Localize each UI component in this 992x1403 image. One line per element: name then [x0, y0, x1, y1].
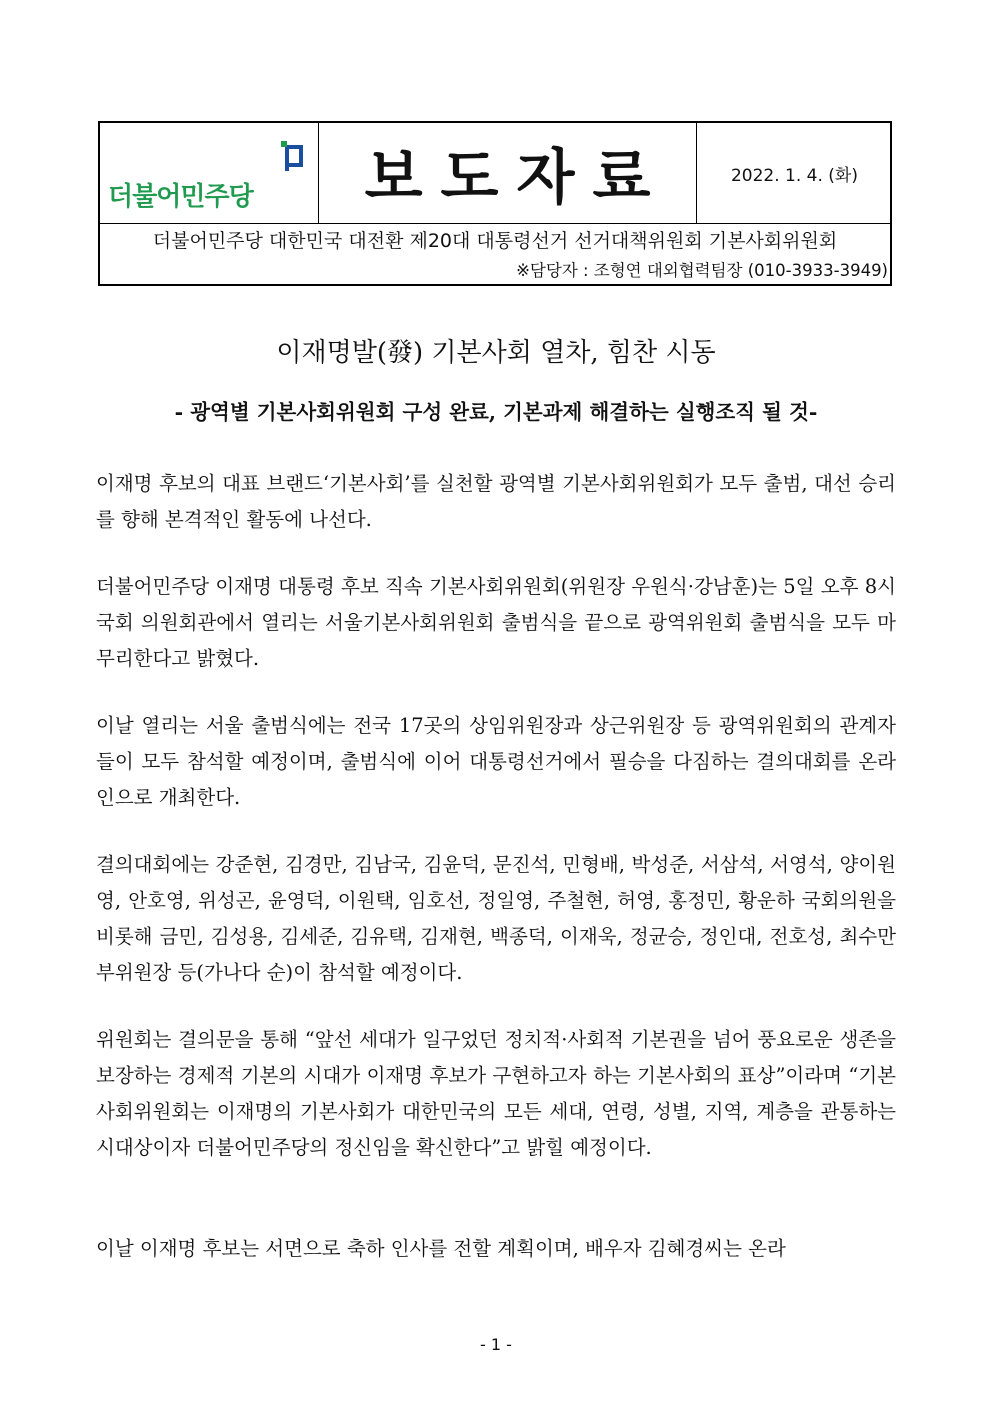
paragraph-3: 이날 열리는 서울 출범식에는 전국 17곳의 상임위원장과 상근위원장 등 광역위원회의 관계자들이 모두 참석할 예정이며, 출범식에 이어 대통령선거에서 필승을 다짐하는 결의대회를 온라인으로 개최한다.: [96, 714, 896, 809]
logo-cell: [100, 123, 319, 223]
paragraph-4: 결의대회에는 강준현, 김경만, 김남국, 김윤덕, 문진석, 민형배, 박성준, 서삼석, 서영석, 양이원영, 안호영, 위성곤, 윤영덕, 이원택, 임호선, 정일영, 주철현, 허영, 홍정민, 황운하 국회의원을 비롯해 금민, 김성용, 김세준, 김유택, 김재현, 백종덕, 이재욱, 정균승, 정인대, 전호성, 최수만 부위원장 등(가나다 순)이 참석할 예정이다.: [96, 853, 896, 984]
title-cell: [319, 123, 697, 223]
party-logo-mark-icon: [279, 141, 309, 175]
paragraph-2: 더불어민주당 이재명 대통령 후보 직속 기본사회위원회(위원장 우원식·강남훈)는 5일 오후 8시 국회 의원회관에서 열리는 서울기본사회위원회 출범식을 끝으로 광역위원회 출범식을 모두 마무리한다고 밝혔다.: [96, 575, 896, 670]
press-header: [98, 121, 892, 286]
party-logo-text: 더불어민주당: [108, 182, 253, 212]
release-date: 2022. 1. 4. (화): [730, 165, 858, 186]
press-release-title: 보도자료: [364, 143, 669, 213]
header-top-row: [100, 123, 890, 224]
paragraph-6: 이날 이재명 후보는 서면으로 축하 인사를 전할 계획이며, 배우자 김혜경씨는 온라: [96, 1237, 786, 1260]
page-number: - 1 -: [480, 1335, 512, 1354]
paragraph-1: 이재명 후보의 대표 브랜드‘기본사회’를 실천할 광역별 기본사회위원회가 모두 출범, 대선 승리를 향해 본격적인 활동에 나선다.: [96, 472, 896, 531]
subheadline: - 광역별 기본사회위원회 구성 완료, 기본과제 해결하는 실행조직 될 것-: [174, 400, 818, 424]
date-cell: [697, 123, 892, 223]
organization-name: 더불어민주당 대한민국 대전환 제20대 대통령선거 선거대책위원회 기본사회위원회: [152, 230, 838, 252]
contact-info: ※담당자 : 조형연 대외협력팀장 (010-3933-3949): [516, 261, 888, 280]
headline: 이재명발(發) 기본사회 열차, 힘찬 시동: [276, 338, 716, 368]
paragraph-5: 위원회는 결의문을 통해 “앞선 세대가 일구었던 정치적·사회적 기본권을 넘어 풍요로운 생존을 보장하는 경제적 기본의 시대가 이재명 후보가 구현하고자 하는 기본사회의 표상”이라며 “기본사회위원회는 이재명의 기본사회가 대한민국의 모든 세대, 연령, 성별, 지역, 계층을 관통하는 시대상이자 더불어민주당의 정신임을 확신한다”고 밝힐 예정이다.: [96, 1028, 896, 1159]
